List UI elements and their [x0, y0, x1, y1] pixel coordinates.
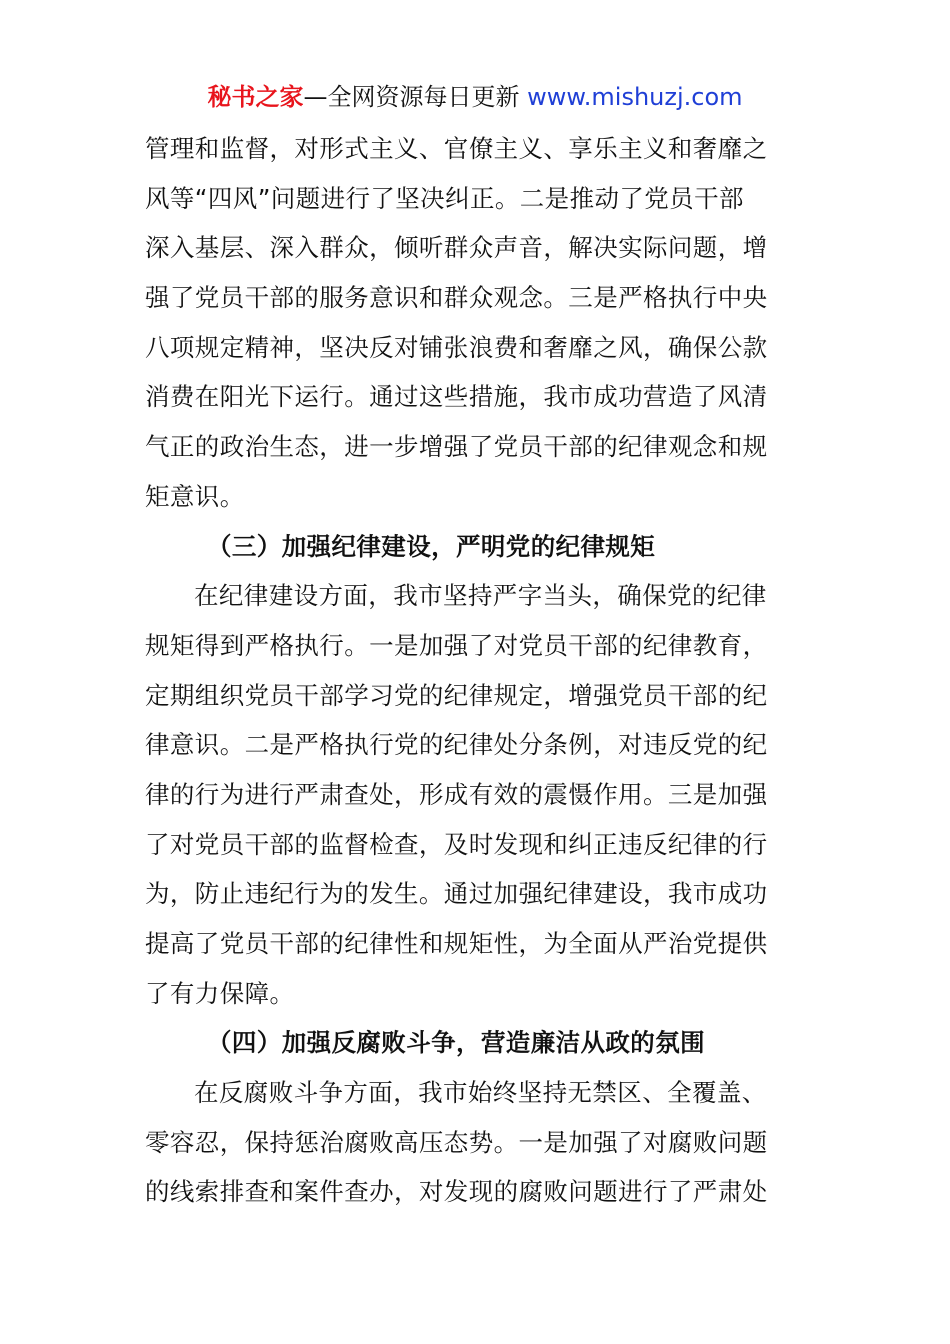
- text-line: 律意识。二是严格执行党的纪律处分条例，对违反党的纪: [145, 730, 768, 760]
- text-line: 八项规定精神，坚决反对铺张浪费和奢靡之风，确保公款: [145, 332, 768, 362]
- text-line: 为，防止违纪行为的发生。通过加强纪律建设，我市成功: [145, 879, 768, 909]
- document-body: [145, 124, 817, 1217]
- text-line: 在纪律建设方面，我市坚持严字当头，确保党的纪律: [194, 581, 767, 611]
- page-header: [0, 80, 950, 114]
- text-line: 律的行为进行严肃查处，形成有效的震慑作用。三是加强: [145, 779, 768, 809]
- text-line: 矩意识。: [145, 481, 245, 511]
- section-heading: （四）加强反腐败斗争，营造廉洁从政的氛围: [207, 1028, 705, 1058]
- site-url-link[interactable]: www.mishuzj.com: [527, 83, 743, 111]
- brand-name: 秘书之家: [207, 83, 304, 111]
- text-line: 气正的政治生态，进一步增强了党员干部的纪律观念和规: [145, 432, 768, 462]
- text-line: 消费在阳光下运行。通过这些措施，我市成功营造了风清: [145, 382, 768, 412]
- text-line: 强了党员干部的服务意识和群众观念。三是严格执行中央: [145, 283, 768, 313]
- text-line: 风等“四风”问题进行了坚决纠正。二是推动了党员干部: [145, 183, 744, 213]
- text-line: 在反腐败斗争方面，我市始终坚持无禁区、全覆盖、: [194, 1078, 767, 1108]
- text-line: 了有力保障。: [145, 978, 295, 1008]
- text-line: 管理和监督，对形式主义、官僚主义、享乐主义和奢靡之: [145, 134, 768, 163]
- text-line: 提高了党员干部的纪律性和规矩性，为全面从严治党提供: [145, 929, 768, 958]
- header-tagline: —全网资源每日更新: [303, 83, 520, 111]
- text-line: 的线索排查和案件查办，对发现的腐败问题进行了严肃处: [145, 1177, 768, 1207]
- text-line: 规矩得到严格执行。一是加强了对党员干部的纪律教育，: [145, 630, 768, 660]
- text-line: 零容忍，保持惩治腐败高压态势。一是加强了对腐败问题: [145, 1127, 768, 1157]
- text-line: 定期组织党员干部学习党的纪律规定，增强党员干部的纪: [145, 680, 768, 710]
- section-heading: （三）加强纪律建设，严明党的纪律规矩: [207, 531, 656, 561]
- text-line: 了对党员干部的监督检查，及时发现和纠正违反纪律的行: [145, 829, 768, 859]
- text-line: 深入基层、深入群众，倾听群众声音，解决实际问题，增: [145, 233, 768, 263]
